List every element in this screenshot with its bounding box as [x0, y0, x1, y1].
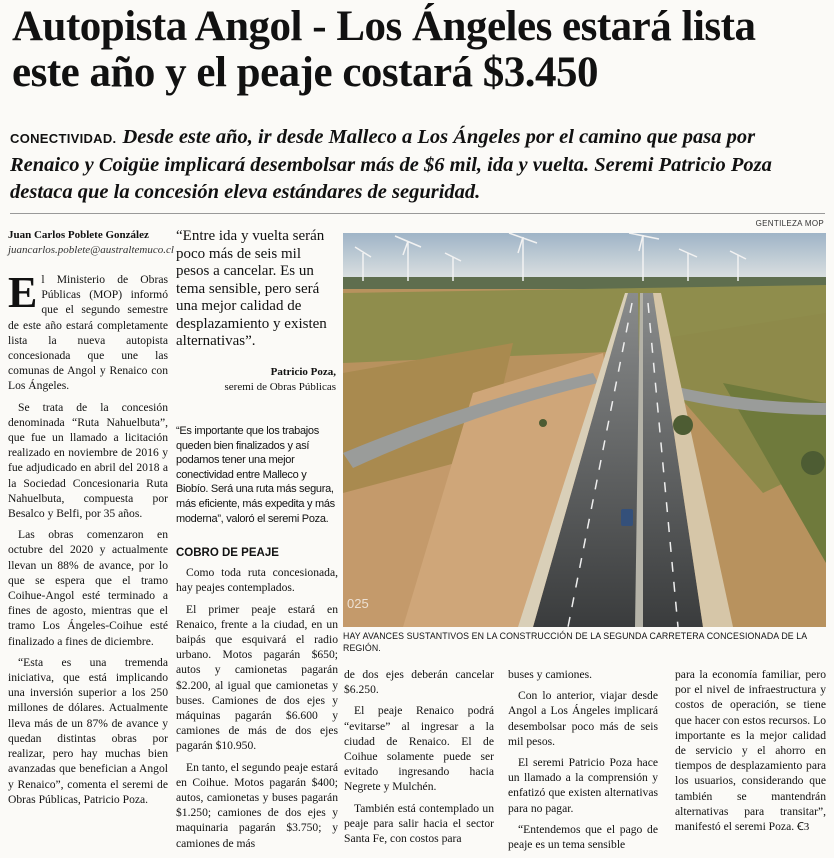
photo-watermark: 025	[347, 596, 369, 611]
highway-photo	[343, 233, 826, 627]
headline: Autopista Angol - Los Ángeles estará lista este año y el peaje costará $3.450	[12, 3, 756, 96]
photo-credit: GENTILEZA MOP	[755, 219, 824, 228]
paragraph-text: l Ministerio de Obras Públicas (MOP) informó que el segundo semestre de este año estará completamente lista la nueva autopista concesionada que une las comunas de Angol y Renaico con Los Ángeles.	[8, 273, 168, 393]
pull-quote: “Es importante que los trabajos queden bien finalizados y así podamos tener una mejor conectividad entre Malleco y Biobío. Será una ruta más segura, más eficiente, más expedita y más moderna”, valoró el seremi Poza.	[176, 425, 335, 525]
author-name: Juan Carlos Poblete González	[8, 229, 149, 241]
paragraph: “Entendemos que el pago de peaje es un tema sensible	[508, 822, 658, 852]
article-column-5	[675, 667, 826, 841]
paragraph	[8, 268, 168, 394]
lead-text: Desde este año, ir desde Malleco a Los Ángeles por el camino que pasa por Renaico y Coigüe implicará desembolsar más de $6 mil, ida y vuelta. Seremi Patricio Poza destaca que la concesión eleva estándares de seguridad.	[10, 126, 772, 203]
quote-name: Patricio Poza,	[270, 366, 336, 378]
paragraph: El peaje Renaico podrá “evitarse” al ingresar a la ciudad de Renaico. El de Coihue solamente puede ser evitado ingresando hacia Negrete y Mulchén.	[344, 704, 494, 794]
paragraph: Las obras comenzaron en octubre del 2020 y actualmente llevan un 88% de avance, por lo que se espera que el tramo Coihue-Angol esté terminado a fines de agosto, mientras que el tramo Los Ángeles-Coihue esté finalizado a fines de diciembre.	[8, 528, 168, 648]
paragraph: “Esta es una tremenda iniciativa, que está implicando una inversión superior a los 250 millones de dólares. Actualmente lleva más de un 87% de avance y quedan distintas obras por realizar, pero hay muchas bien avanzadas que benefician a Angol y Renaico”, comenta el seremi de Obras Públicas, Patricio Poza.	[8, 655, 168, 806]
quote-role: seremi de Obras Públicas	[224, 381, 336, 393]
paragraph: Con lo anterior, viajar desde Angol a Los Ángeles implicará desembolsar poco más de seis mil pesos.	[508, 689, 658, 748]
article-column-1	[8, 268, 168, 813]
paragraph: En tanto, el segundo peaje estará en Coihue. Motos pagarán $400; autos, camionetas y buses pagarán $1.250; camiones de dos ejes y maquinaria pagarán $3.750; y camiones de más	[176, 760, 338, 850]
author-email[interactable]: juancarlos.poblete@australtemuco.cl	[8, 244, 174, 256]
paragraph: de dos ejes deberán cancelar $6.250.	[344, 668, 494, 697]
article-column-4	[508, 667, 658, 858]
paragraph-text: para la economía familiar, pero por el nivel de infraestructura y costos de operación, se tiene que hacer con estos recursos. Lo importante es la mejor calidad de servicio y el ahorro en tiempos de desplazamiento para los usuarios, considerando que también se mantendrán alternativas para transitar”, manifestó el seremi Poza.	[675, 668, 826, 834]
article-column-3	[344, 667, 494, 852]
subheading: COBRO DE PEAJE	[176, 547, 279, 559]
byline	[8, 228, 174, 258]
article-column-2	[176, 546, 338, 857]
drop-cap: E	[8, 268, 38, 317]
paragraph: También está contemplado un peaje para salir hacia el sector Santa Fe, con costos para	[344, 801, 494, 846]
quote-attribution	[176, 365, 336, 395]
paragraph: El primer peaje estará en Renaico, frente a la ciudad, en un baipás que esquivará el radio urbano. Motos pagarán $650; autos y camionetas pagarán $2.200, al igual que camionetas y buses. Camiones de dos ejes y máquinas pagarán $6.600 y camiones de más de dos ejes pagarán $10.950.	[176, 602, 338, 753]
featured-quote: “Entre ida y vuelta serán poco más de seis mil pesos a cancelar. Es un tema sensible, pero será una mejor calidad de desplazamiento y existen alternativas”.	[176, 228, 327, 349]
paragraph: buses y camiones.	[508, 668, 593, 681]
photo-caption: HAY AVANCES SUSTANTIVOS EN LA CONSTRUCCIÓN DE LA SEGUNDA CARRETERA CONCESIONADA DE LA REGIÓN.	[343, 631, 807, 653]
paragraph	[675, 667, 826, 835]
end-mark: Ꞓ3	[797, 821, 810, 834]
lead-paragraph	[10, 124, 825, 206]
paragraph: Se trata de la concesión denominada “Ruta Nahuelbuta”, que fue un llamado a licitación realizado en noviembre de 2016 y fue adjudicado en abril del 2018 a la Sociedad Concesionaria Ruta Nahuelbuta, compuesta por Besalco y Belfi, por 35 años.	[8, 400, 168, 521]
section-kicker: CONECTIVIDAD.	[10, 131, 117, 146]
divider	[10, 213, 825, 214]
paragraph: El seremi Patricio Poza hace un llamado a la comprensión y enfatizó que existen alternativas para no pagar.	[508, 756, 658, 815]
paragraph: Como toda ruta concesionada, hay peajes contemplados.	[176, 566, 338, 595]
